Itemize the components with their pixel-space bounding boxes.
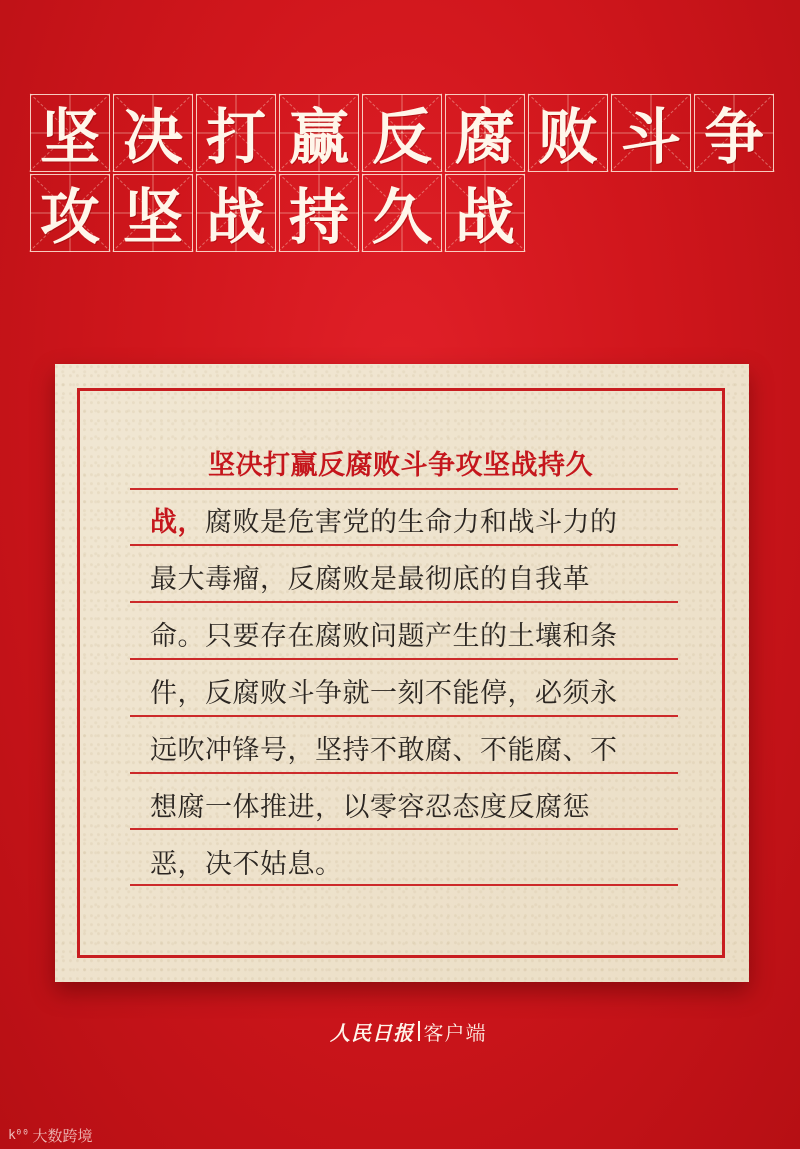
text-line-6 [150,733,618,769]
title-char: 腐 [455,103,515,173]
title-char: 反 [372,103,432,173]
title-char: 持 [289,183,349,253]
title-cell [279,94,359,172]
title-cell [279,174,359,252]
text-line-3 [150,562,590,598]
brand-subtitle: 客户端 [423,1020,487,1045]
title-char: 久 [372,183,432,253]
rule-line [130,715,678,717]
title-char: 坚 [40,103,100,173]
title-char: 打 [206,103,266,173]
highlight-text: 坚决打赢反腐败斗争攻坚战持久 [208,450,593,481]
title-char: 争 [704,103,764,173]
text-line-5 [150,676,618,712]
title-cell [30,174,110,252]
brand-divider [418,1021,420,1041]
title-cell [196,174,276,252]
title-cell [362,174,442,252]
title-row-1 [30,94,777,172]
title-cell [445,94,525,172]
title-char: 战 [206,183,266,253]
rule-line [130,772,678,774]
title-cell [113,174,193,252]
body-line: 恶，决不姑息。 [150,849,343,880]
footer-brand-logo [330,1016,487,1046]
watermark-text: 大数跨境 [32,1127,93,1145]
title-cell [30,94,110,172]
body-line: 远吹冲锋号，坚持不敢腐、不能腐、不 [150,735,618,766]
title-char: 坚 [123,183,183,253]
title-char: 决 [123,103,183,173]
rule-line [130,884,678,886]
rule-line [130,658,678,660]
watermark [8,1125,93,1146]
text-line-8 [150,847,343,883]
title-cell [445,174,525,252]
brand-name: 人民日报 [330,1020,414,1045]
rule-line [130,488,678,490]
rule-line [130,544,678,546]
body-line: 最大毒瘤，反腐败是最彻底的自我革 [150,564,590,595]
body-line: 腐败是危害党的生命力和战斗力的 [205,507,618,538]
rule-line [130,601,678,603]
text-line-4 [150,619,618,655]
text-line-1 [208,448,593,484]
watermark-logo-icon: k⁰⁰ [8,1128,29,1143]
body-line: 命。只要存在腐败问题产生的土壤和条 [150,621,618,652]
title-char: 战 [455,183,515,253]
title-cell [113,94,193,172]
title-cell [196,94,276,172]
title-char: 败 [538,103,598,173]
text-line-7 [150,790,590,826]
text-line-2 [150,505,618,541]
title-row-2 [30,174,528,252]
rule-line [130,828,678,830]
title-cell [611,94,691,172]
body-line: 想腐一体推进，以零容忍态度反腐惩 [150,792,590,823]
body-line: 件，反腐败斗争就一刻不能停，必须永 [150,678,618,709]
highlight-text-end: 战， [150,507,205,538]
title-char: 赢 [289,103,349,173]
title-char: 斗 [621,103,681,173]
title-cell [362,94,442,172]
title-grid [30,94,776,254]
title-char: 攻 [40,183,100,253]
title-cell [528,94,608,172]
title-cell [694,94,774,172]
